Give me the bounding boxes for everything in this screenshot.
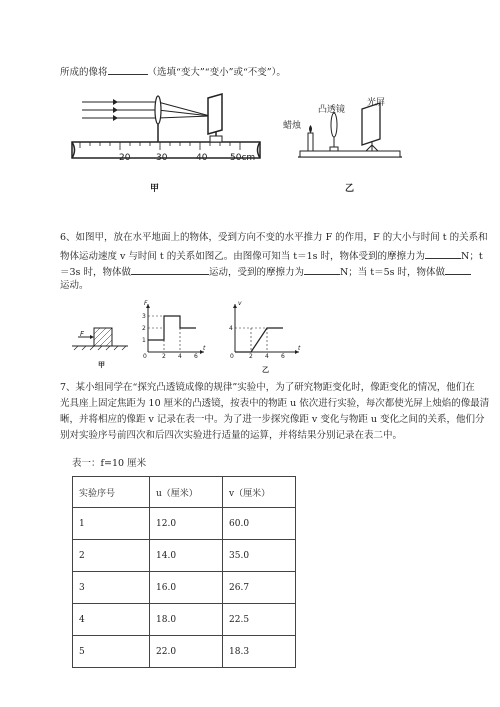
- graph-tick: 3: [142, 313, 146, 320]
- graph-tick: 1: [142, 337, 146, 344]
- graph-tick: 6: [281, 353, 285, 360]
- screen-icon: [208, 94, 222, 134]
- q6-text: N；t: [461, 251, 483, 262]
- q6-text: 运动，受到的摩擦力为: [208, 267, 304, 278]
- q6-cap-b: 乙: [262, 366, 269, 374]
- table-cell: 4: [73, 604, 150, 636]
- screen-label: 光屏: [367, 98, 386, 108]
- table-row: [73, 508, 296, 540]
- table-cell: 60.0: [223, 508, 296, 540]
- table-cell: 2: [73, 540, 150, 572]
- table-cell: 22.0: [150, 636, 223, 668]
- q7-line-1: 7、某小组同学在“探究凸透镜成像的规律”实验中，为了研究物距变化时，像距变化的情况，他们在: [60, 382, 475, 393]
- table-cell: 16.0: [150, 572, 223, 604]
- table-cell: 12.0: [150, 508, 223, 540]
- light-screen-icon: [362, 103, 380, 145]
- table-cell: 14.0: [150, 540, 223, 572]
- table-header-cell: v（厘米）: [223, 477, 296, 508]
- q7-line-2: 光具座上固定焦距为 10 厘米的凸透镜，按表中的物距 u 依次进行实验，每次都使光屏上烛焰的像最清: [60, 398, 490, 409]
- q6-graph-force-time: [138, 302, 208, 358]
- graph-tick: 2: [162, 353, 166, 360]
- graph-tick: 4: [265, 353, 269, 360]
- ruler-label: 30: [156, 153, 168, 163]
- table-row: [73, 636, 296, 668]
- candle-icon: [308, 133, 313, 151]
- q7-line-3: 晰，并将相应的像距 v 记录在表一中。为了进一步探究像距 v 变化与物距 u 变化之间的关系，他们分: [60, 414, 485, 425]
- q6-figure-block: [70, 322, 130, 352]
- q6-text: N；当 t＝5s 时，物体做: [339, 267, 446, 278]
- table-cell: 18.0: [150, 604, 223, 636]
- table-row: [73, 540, 296, 572]
- figure-b-caption: 乙: [345, 184, 355, 194]
- table-header-cell: u（厘米）: [150, 477, 223, 508]
- graph-tick: 4: [178, 353, 182, 360]
- graph-tick: 4: [229, 325, 233, 332]
- q6-text: 物体运动速度 v 与时间 t 的关系如图乙。由图像可知当 t＝1s 时，物体受到的摩擦力为: [60, 251, 426, 262]
- answer-blank[interactable]: [425, 248, 461, 259]
- graph-axis-label: F: [144, 300, 148, 307]
- ruler-label: 40: [196, 153, 208, 163]
- q6-line-1: 6、如图甲，放在水平地面上的物体，受到方向不变的水平推力 F 的作用，F 的大小与时间 t 的关系和: [60, 232, 488, 243]
- graph-tick: 2: [142, 325, 146, 332]
- q6-line-4: 运动。: [60, 280, 89, 291]
- q7-line-4: 别对实验序号前四次和后四次实验进行适量的运算，并将结果分别记录在表二中。: [60, 430, 403, 441]
- answer-blank[interactable]: [445, 264, 471, 275]
- ruler-label: 20: [119, 153, 131, 163]
- table-row: [73, 604, 296, 636]
- answer-blank[interactable]: [304, 264, 340, 275]
- table-cell: 1: [73, 508, 150, 540]
- convex-lens-icon: [155, 96, 161, 124]
- lens-icon: [331, 113, 337, 137]
- q6-graph-velocity-time: [225, 302, 305, 358]
- candle-label: 蜡烛: [283, 121, 302, 131]
- graph-axis-label: t: [298, 345, 301, 352]
- force-label: F: [80, 330, 85, 338]
- lens-label: 凸透镜: [318, 105, 346, 115]
- q6-text: ＝3s 时，物体做: [60, 267, 131, 278]
- table-cell: 5: [73, 636, 150, 668]
- question-5-tail: [60, 64, 286, 79]
- answer-blank[interactable]: [131, 264, 209, 275]
- answer-blank[interactable]: [108, 64, 148, 75]
- figure-a-caption: 甲: [150, 184, 160, 194]
- table-header-row: [73, 477, 296, 508]
- figure-b-setup: [290, 95, 410, 165]
- graph-tick: 2: [249, 353, 253, 360]
- table-cell: 35.0: [223, 540, 296, 572]
- table-cell: 3: [73, 572, 150, 604]
- graph-tick: 0: [143, 353, 147, 360]
- table-cell: 18.3: [223, 636, 296, 668]
- q6-line-3: [60, 264, 471, 279]
- q6-line-2: [60, 248, 483, 263]
- graph-axis-label: v: [238, 300, 242, 307]
- table-row: [73, 572, 296, 604]
- q5-text-before: 所成的像将: [60, 67, 108, 78]
- table-1: [72, 476, 296, 668]
- ruler-label: 50cm: [230, 153, 256, 163]
- table-header-cell: 实验序号: [73, 477, 150, 508]
- table-cell: 22.5: [223, 604, 296, 636]
- graph-axis-label: t: [203, 345, 206, 352]
- graph-tick: 6: [194, 353, 198, 360]
- graph-tick: 0: [230, 353, 234, 360]
- q6-cap-a: 甲: [98, 361, 105, 369]
- table-cell: 26.7: [223, 572, 296, 604]
- table-1-title: 表一：f=10 厘米: [72, 458, 147, 469]
- q5-text-after: （选填“变大”“变小”或“不变”）。: [147, 67, 286, 78]
